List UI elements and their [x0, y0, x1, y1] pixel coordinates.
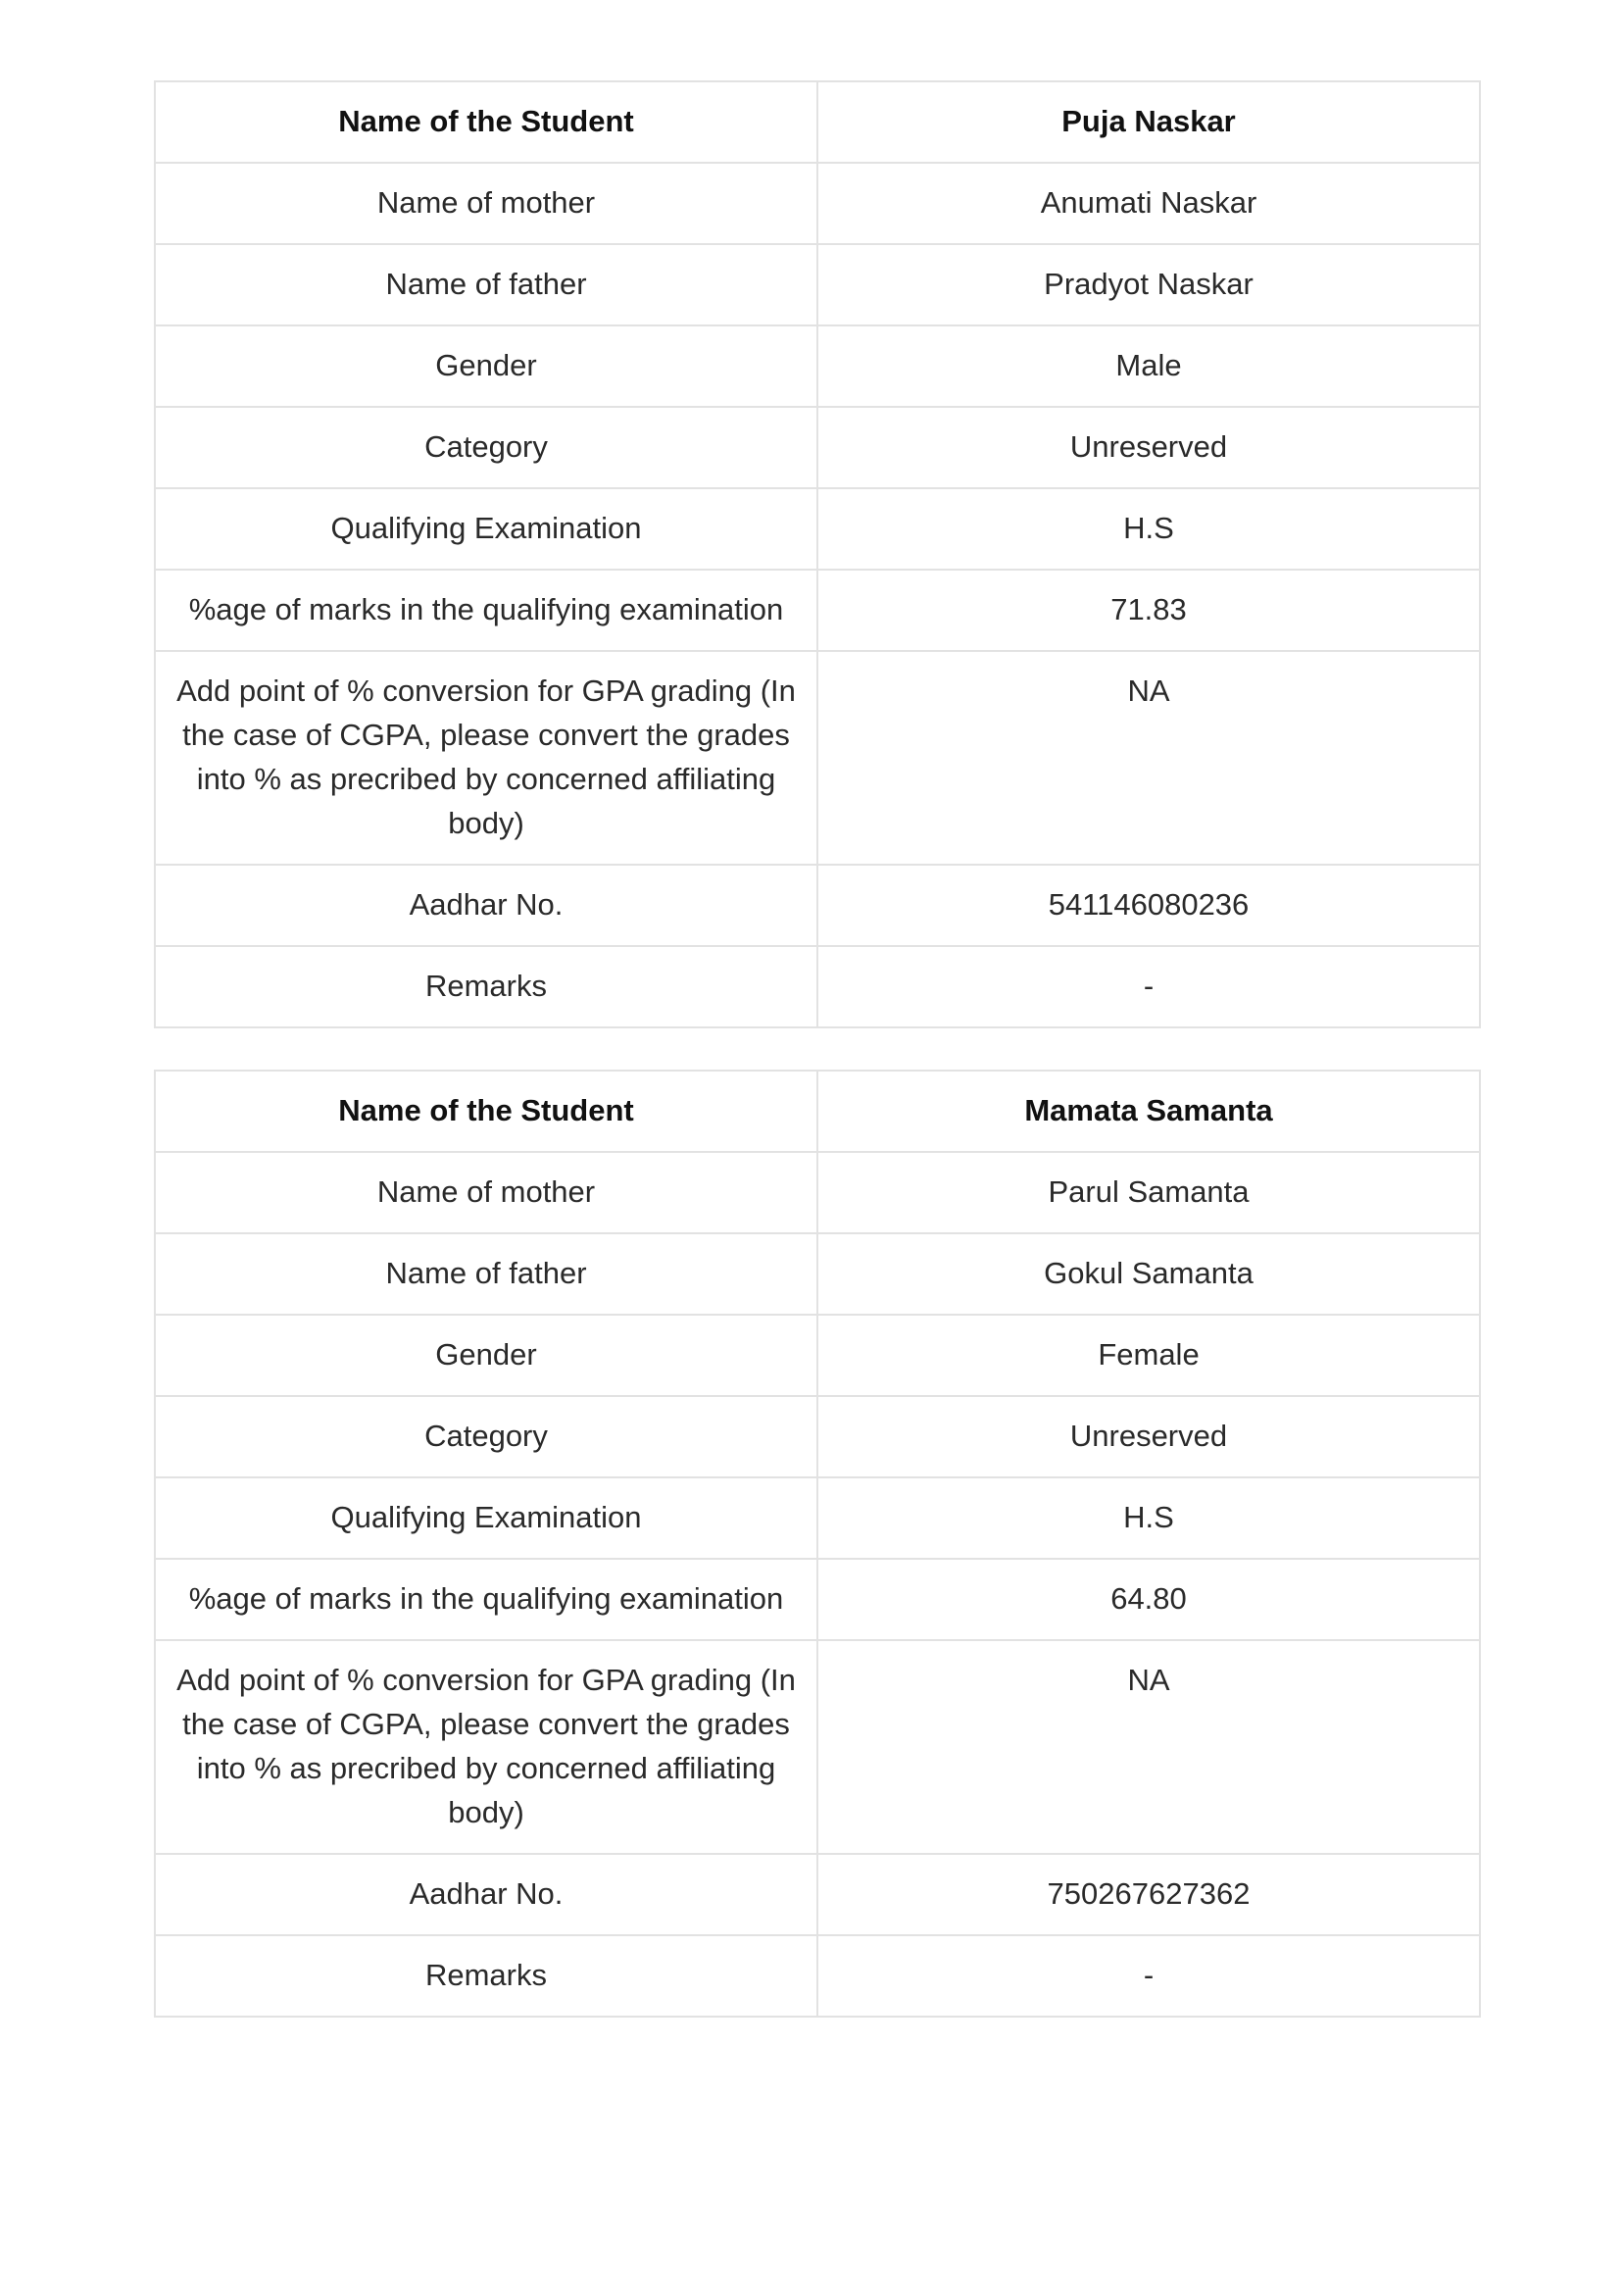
student-table [154, 80, 1481, 1028]
mother-value: Parul Samanta [817, 1152, 1480, 1233]
gender-value: Male [817, 325, 1480, 407]
marks-label: %age of marks in the qualifying examination [155, 1559, 817, 1640]
aadhar-value: 541146080236 [817, 865, 1480, 946]
mother-value: Anumati Naskar [817, 163, 1480, 244]
table-row-category [155, 1396, 1480, 1477]
table-row-father [155, 1233, 1480, 1315]
student-table [154, 1070, 1481, 2018]
table-row-remarks [155, 946, 1480, 1027]
gpa-conversion-label: Add point of % conversion for GPA grading (In the case of CGPA, please convert the grades into % as precribed by concerned affiliating body) [155, 651, 817, 865]
father-label: Name of father [155, 1233, 817, 1315]
table-row-gender [155, 1315, 1480, 1396]
father-label: Name of father [155, 244, 817, 325]
table-row-marks [155, 570, 1480, 651]
remarks-label: Remarks [155, 1935, 817, 2017]
student-name-value: Puja Naskar [817, 81, 1480, 163]
category-value: Unreserved [817, 1396, 1480, 1477]
table-row-student-name [155, 1071, 1480, 1152]
remarks-label: Remarks [155, 946, 817, 1027]
student-name-label: Name of the Student [155, 1071, 817, 1152]
father-value: Pradyot Naskar [817, 244, 1480, 325]
table-row-aadhar [155, 1854, 1480, 1935]
table-row-qualifying-exam [155, 488, 1480, 570]
table-row-student-name [155, 81, 1480, 163]
table-row-remarks [155, 1935, 1480, 2017]
gpa-conversion-label: Add point of % conversion for GPA grading (In the case of CGPA, please convert the grades into % as precribed by concerned affiliating body) [155, 1640, 817, 1854]
aadhar-label: Aadhar No. [155, 865, 817, 946]
qualifying-exam-label: Qualifying Examination [155, 488, 817, 570]
table-row-qualifying-exam [155, 1477, 1480, 1559]
gender-label: Gender [155, 1315, 817, 1396]
aadhar-value: 750267627362 [817, 1854, 1480, 1935]
table-row-aadhar [155, 865, 1480, 946]
qualifying-exam-value: H.S [817, 488, 1480, 570]
remarks-value: - [817, 1935, 1480, 2017]
qualifying-exam-value: H.S [817, 1477, 1480, 1559]
category-label: Category [155, 1396, 817, 1477]
table-row-mother [155, 1152, 1480, 1233]
gender-value: Female [817, 1315, 1480, 1396]
category-label: Category [155, 407, 817, 488]
marks-value: 71.83 [817, 570, 1480, 651]
category-value: Unreserved [817, 407, 1480, 488]
table-row-father [155, 244, 1480, 325]
qualifying-exam-label: Qualifying Examination [155, 1477, 817, 1559]
student-name-label: Name of the Student [155, 81, 817, 163]
gpa-conversion-value: NA [817, 1640, 1480, 1854]
table-row-gender [155, 325, 1480, 407]
table-row-gpa-conversion [155, 651, 1480, 865]
table-row-category [155, 407, 1480, 488]
table-row-gpa-conversion [155, 1640, 1480, 1854]
remarks-value: - [817, 946, 1480, 1027]
mother-label: Name of mother [155, 163, 817, 244]
aadhar-label: Aadhar No. [155, 1854, 817, 1935]
table-row-mother [155, 163, 1480, 244]
father-value: Gokul Samanta [817, 1233, 1480, 1315]
marks-value: 64.80 [817, 1559, 1480, 1640]
table-row-marks [155, 1559, 1480, 1640]
mother-label: Name of mother [155, 1152, 817, 1233]
gender-label: Gender [155, 325, 817, 407]
gpa-conversion-value: NA [817, 651, 1480, 865]
student-name-value: Mamata Samanta [817, 1071, 1480, 1152]
marks-label: %age of marks in the qualifying examination [155, 570, 817, 651]
